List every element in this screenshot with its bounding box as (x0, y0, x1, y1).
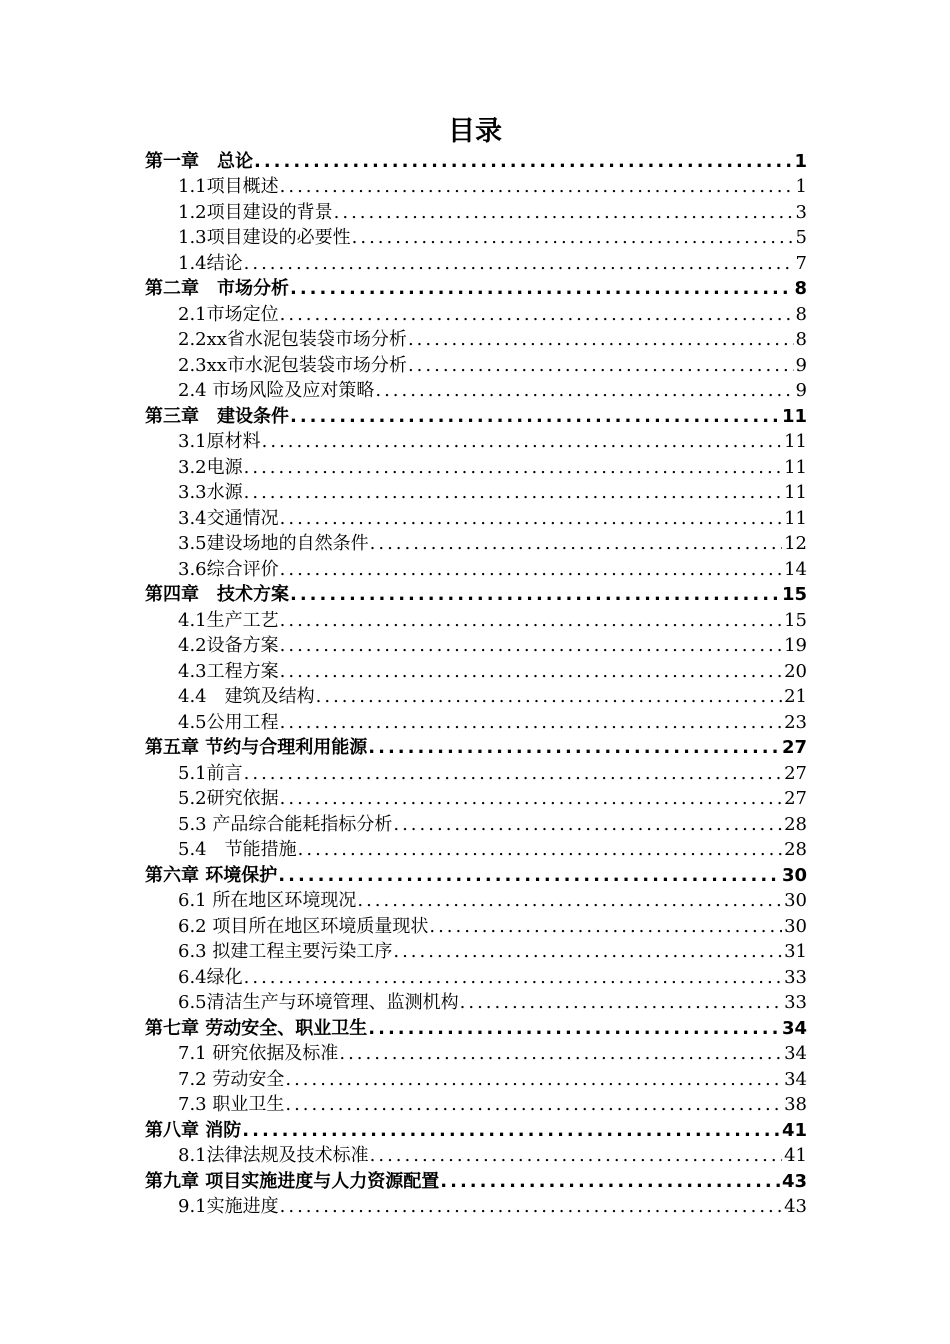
toc-dot-leader (279, 1195, 782, 1219)
toc-entry-label: 3.1原材料 (178, 431, 261, 452)
toc-entry-label: 6.1 所在地区环境现况 (178, 890, 357, 911)
toc-chapter-entry[interactable] (145, 1117, 807, 1143)
toc-chapter-entry[interactable] (145, 862, 807, 888)
toc-page-number: 19 (784, 635, 807, 656)
toc-dot-leader (243, 481, 782, 505)
toc-entry-label: 6.2 项目所在地区环境质量现状 (178, 915, 429, 937)
toc-entry-label: 1.1项目概述 (178, 176, 279, 197)
toc-entry-label: 7.1 研究依据及标准 (178, 1043, 339, 1064)
toc-chapter-entry[interactable] (145, 403, 807, 429)
toc-page-number: 8 (794, 278, 807, 299)
toc-dot-leader (261, 430, 782, 454)
toc-dot-leader (279, 634, 782, 658)
toc-dot-leader (407, 328, 794, 352)
toc-section-entry[interactable] (145, 454, 807, 480)
toc-dot-leader (279, 507, 782, 531)
toc-entry-label: 第三章 建设条件 (145, 405, 289, 427)
toc-chapter-entry[interactable] (145, 1168, 807, 1194)
toc-entry-label: 6.4绿化 (178, 966, 243, 988)
toc-entry-label: 5.2研究依据 (178, 788, 279, 809)
toc-entry-label: 9.1实施进度 (178, 1196, 279, 1217)
toc-page-number: 34 (784, 1043, 807, 1064)
toc-entry-label: 3.2电源 (178, 456, 243, 478)
toc-section-entry[interactable] (145, 1194, 807, 1220)
toc-dot-leader (243, 966, 782, 990)
toc-dot-leader (392, 940, 782, 964)
toc-page-number: 27 (784, 762, 807, 784)
toc-dot-leader (289, 405, 780, 429)
toc-section-entry[interactable] (145, 760, 807, 786)
toc-entry-label: 第四章 技术方案 (145, 584, 289, 605)
toc-page-number: 27 (784, 788, 807, 809)
toc-page-number: 8 (795, 303, 807, 325)
toc-entry-label: 4.5公用工程 (178, 711, 279, 733)
toc-dot-leader (284, 1068, 782, 1092)
toc-section-entry[interactable] (145, 607, 807, 633)
toc-page-number: 3 (795, 201, 807, 223)
toc-page-number: 9 (795, 380, 807, 401)
toc-entry-label: 2.4 市场风险及应对策略 (178, 380, 375, 401)
toc-entry-label: 5.3 产品综合能耗指标分析 (178, 813, 393, 835)
toc-entry-label: 第六章 环境保护 (145, 864, 278, 886)
toc-page-number: 38 (784, 1094, 807, 1115)
toc-dot-leader (279, 558, 782, 582)
toc-page-number: 41 (784, 1145, 807, 1166)
toc-page-number: 21 (784, 686, 807, 707)
toc-dot-leader (279, 303, 794, 327)
toc-chapter-entry[interactable] (145, 735, 807, 761)
toc-entry-label: 第一章 总论 (145, 150, 253, 172)
toc-section-entry[interactable] (145, 633, 807, 659)
toc-page-number: 12 (784, 533, 807, 554)
toc-entry-label: 3.5建设场地的自然条件 (178, 533, 369, 554)
toc-entry-label: 6.3 拟建工程主要污染工序 (178, 941, 393, 962)
toc-chapter-entry[interactable] (145, 276, 807, 302)
toc-section-entry[interactable] (145, 837, 807, 863)
toc-dot-leader (369, 1144, 782, 1168)
toc-page-number: 43 (784, 1196, 807, 1217)
toc-section-entry[interactable] (145, 556, 807, 582)
toc-page-number: 11 (781, 405, 807, 427)
toc-entry-label: 2.2xx省水泥包装袋市场分析 (178, 329, 407, 350)
toc-section-entry[interactable] (145, 811, 807, 837)
toc-entry-label: 第五章 节约与合理利用能源 (145, 737, 368, 758)
toc-chapter-entry[interactable] (145, 148, 807, 174)
toc-section-entry[interactable] (145, 429, 807, 455)
toc-section-entry[interactable] (145, 1066, 807, 1092)
toc-section-entry[interactable] (145, 352, 807, 378)
toc-section-entry[interactable] (145, 327, 807, 353)
toc-page-number: 33 (784, 992, 807, 1013)
toc-dot-leader (392, 813, 782, 837)
toc-entry-label: 2.1市场定位 (178, 303, 279, 325)
toc-page-number: 11 (784, 482, 807, 503)
toc-page-number: 30 (781, 864, 807, 886)
toc-dot-leader (356, 889, 782, 913)
toc-section-entry[interactable] (145, 199, 807, 225)
toc-dot-leader (439, 1170, 780, 1194)
toc-section-entry[interactable] (145, 888, 807, 914)
toc-section-entry[interactable] (145, 1143, 807, 1169)
toc-entry-label: 4.1生产工艺 (178, 609, 279, 631)
toc-section-entry[interactable] (145, 786, 807, 812)
toc-page-number: 14 (784, 558, 807, 580)
toc-section-entry[interactable] (145, 658, 807, 684)
toc-chapter-entry[interactable] (145, 582, 807, 608)
toc-page-number: 1 (794, 150, 807, 172)
toc-section-entry[interactable] (145, 480, 807, 506)
toc-entry-label: 2.3xx市水泥包装袋市场分析 (178, 354, 407, 376)
toc-dot-leader (367, 736, 780, 760)
toc-entry-label: 7.2 劳动安全 (178, 1068, 285, 1090)
toc-entry-label: 3.4交通情况 (178, 507, 279, 529)
toc-dot-leader (243, 762, 782, 786)
toc-section-entry[interactable] (145, 505, 807, 531)
toc-page-number: 1 (795, 176, 807, 197)
toc-entry-label: 4.2设备方案 (178, 635, 279, 656)
toc-page-number: 30 (784, 915, 807, 937)
toc-dot-leader (297, 838, 782, 862)
toc-page-number: 5 (795, 227, 807, 248)
toc-entry-label: 1.3项目建设的必要性 (178, 227, 351, 248)
toc-dot-leader (333, 201, 794, 225)
toc-entry-label: 1.2项目建设的背景 (178, 201, 333, 223)
toc-dot-leader (289, 277, 792, 301)
toc-entry-label: 3.3水源 (178, 482, 243, 503)
toc-dot-leader (315, 685, 782, 709)
toc-page-number: 7 (795, 252, 807, 274)
toc-section-entry[interactable] (145, 174, 807, 200)
toc-section-entry[interactable] (145, 250, 807, 276)
toc-section-entry[interactable] (145, 378, 807, 404)
toc-page-number: 11 (784, 507, 807, 529)
toc-entry-label: 5.4 节能措施 (178, 839, 297, 860)
toc-dot-leader (279, 660, 782, 684)
toc-section-entry[interactable] (145, 913, 807, 939)
toc-page-number: 28 (784, 839, 807, 860)
toc-dot-leader (279, 175, 794, 199)
toc-page-number: 15 (781, 584, 807, 605)
toc-entry-label: 4.4 建筑及结构 (178, 686, 315, 707)
toc-page-number: 20 (784, 660, 807, 682)
toc-entry-label: 6.5清洁生产与环境管理、监测机构 (178, 992, 459, 1013)
toc-section-entry[interactable] (145, 301, 807, 327)
toc-entry-label: 8.1法律法规及技术标准 (178, 1145, 369, 1166)
toc-entry-label: 5.1前言 (178, 762, 243, 784)
toc-section-entry[interactable] (145, 531, 807, 557)
toc-page-number: 34 (781, 1017, 807, 1039)
toc-entry-label: 4.3工程方案 (178, 660, 279, 682)
toc-dot-leader (374, 379, 793, 403)
toc-page-number: 41 (781, 1119, 807, 1141)
toc-dot-leader (277, 864, 780, 888)
toc-page-number: 28 (784, 813, 807, 835)
toc-entry-label: 第二章 市场分析 (145, 278, 289, 299)
toc-dot-leader (351, 226, 794, 250)
toc-entry-label: 第九章 项目实施进度与人力资源配置 (145, 1170, 440, 1192)
toc-section-entry[interactable] (145, 684, 807, 710)
toc-page-number: 23 (784, 711, 807, 733)
toc-page-number: 27 (781, 737, 807, 758)
toc-dot-leader (407, 354, 794, 378)
toc-section-entry[interactable] (145, 1092, 807, 1118)
toc-page-number: 15 (784, 609, 807, 631)
toc-page-number: 9 (795, 354, 807, 376)
toc-section-entry[interactable] (145, 709, 807, 735)
toc-section-entry[interactable] (145, 939, 807, 965)
toc-section-entry[interactable] (145, 964, 807, 990)
toc-entry-label: 3.6综合评价 (178, 558, 279, 580)
toc-page-number: 30 (784, 890, 807, 911)
toc-section-entry[interactable] (145, 1041, 807, 1067)
toc-entry-label: 第八章 消防 (145, 1119, 242, 1141)
toc-dot-leader (253, 150, 792, 174)
toc-dot-leader (279, 711, 782, 735)
toc-dot-leader (279, 787, 782, 811)
toc-dot-leader (338, 1042, 782, 1066)
toc-entry-label: 1.4结论 (178, 252, 243, 274)
toc-dot-leader (428, 915, 782, 939)
toc-dot-leader (279, 609, 782, 633)
toc-entry-label: 7.3 职业卫生 (178, 1094, 285, 1115)
toc-dot-leader (367, 1017, 780, 1041)
toc-dot-leader (241, 1119, 780, 1143)
toc-dot-leader (459, 991, 782, 1015)
toc-chapter-entry[interactable] (145, 1015, 807, 1041)
toc-dot-leader (289, 583, 780, 607)
table-of-contents (145, 148, 807, 1219)
toc-page-number: 31 (784, 941, 807, 962)
toc-page-number: 43 (781, 1170, 807, 1192)
toc-entry-label: 第七章 劳动安全、职业卫生 (145, 1017, 368, 1039)
toc-section-entry[interactable] (145, 990, 807, 1016)
toc-section-entry[interactable] (145, 225, 807, 251)
toc-page-number: 11 (784, 431, 807, 452)
toc-dot-leader (243, 456, 782, 480)
toc-page-number: 33 (784, 966, 807, 988)
toc-dot-leader (243, 252, 794, 276)
toc-page-number: 11 (784, 456, 807, 478)
toc-title: 目录 (448, 116, 502, 147)
toc-page-number: 34 (784, 1068, 807, 1090)
toc-dot-leader (284, 1093, 782, 1117)
toc-dot-leader (369, 532, 782, 556)
toc-page-number: 8 (795, 329, 807, 350)
